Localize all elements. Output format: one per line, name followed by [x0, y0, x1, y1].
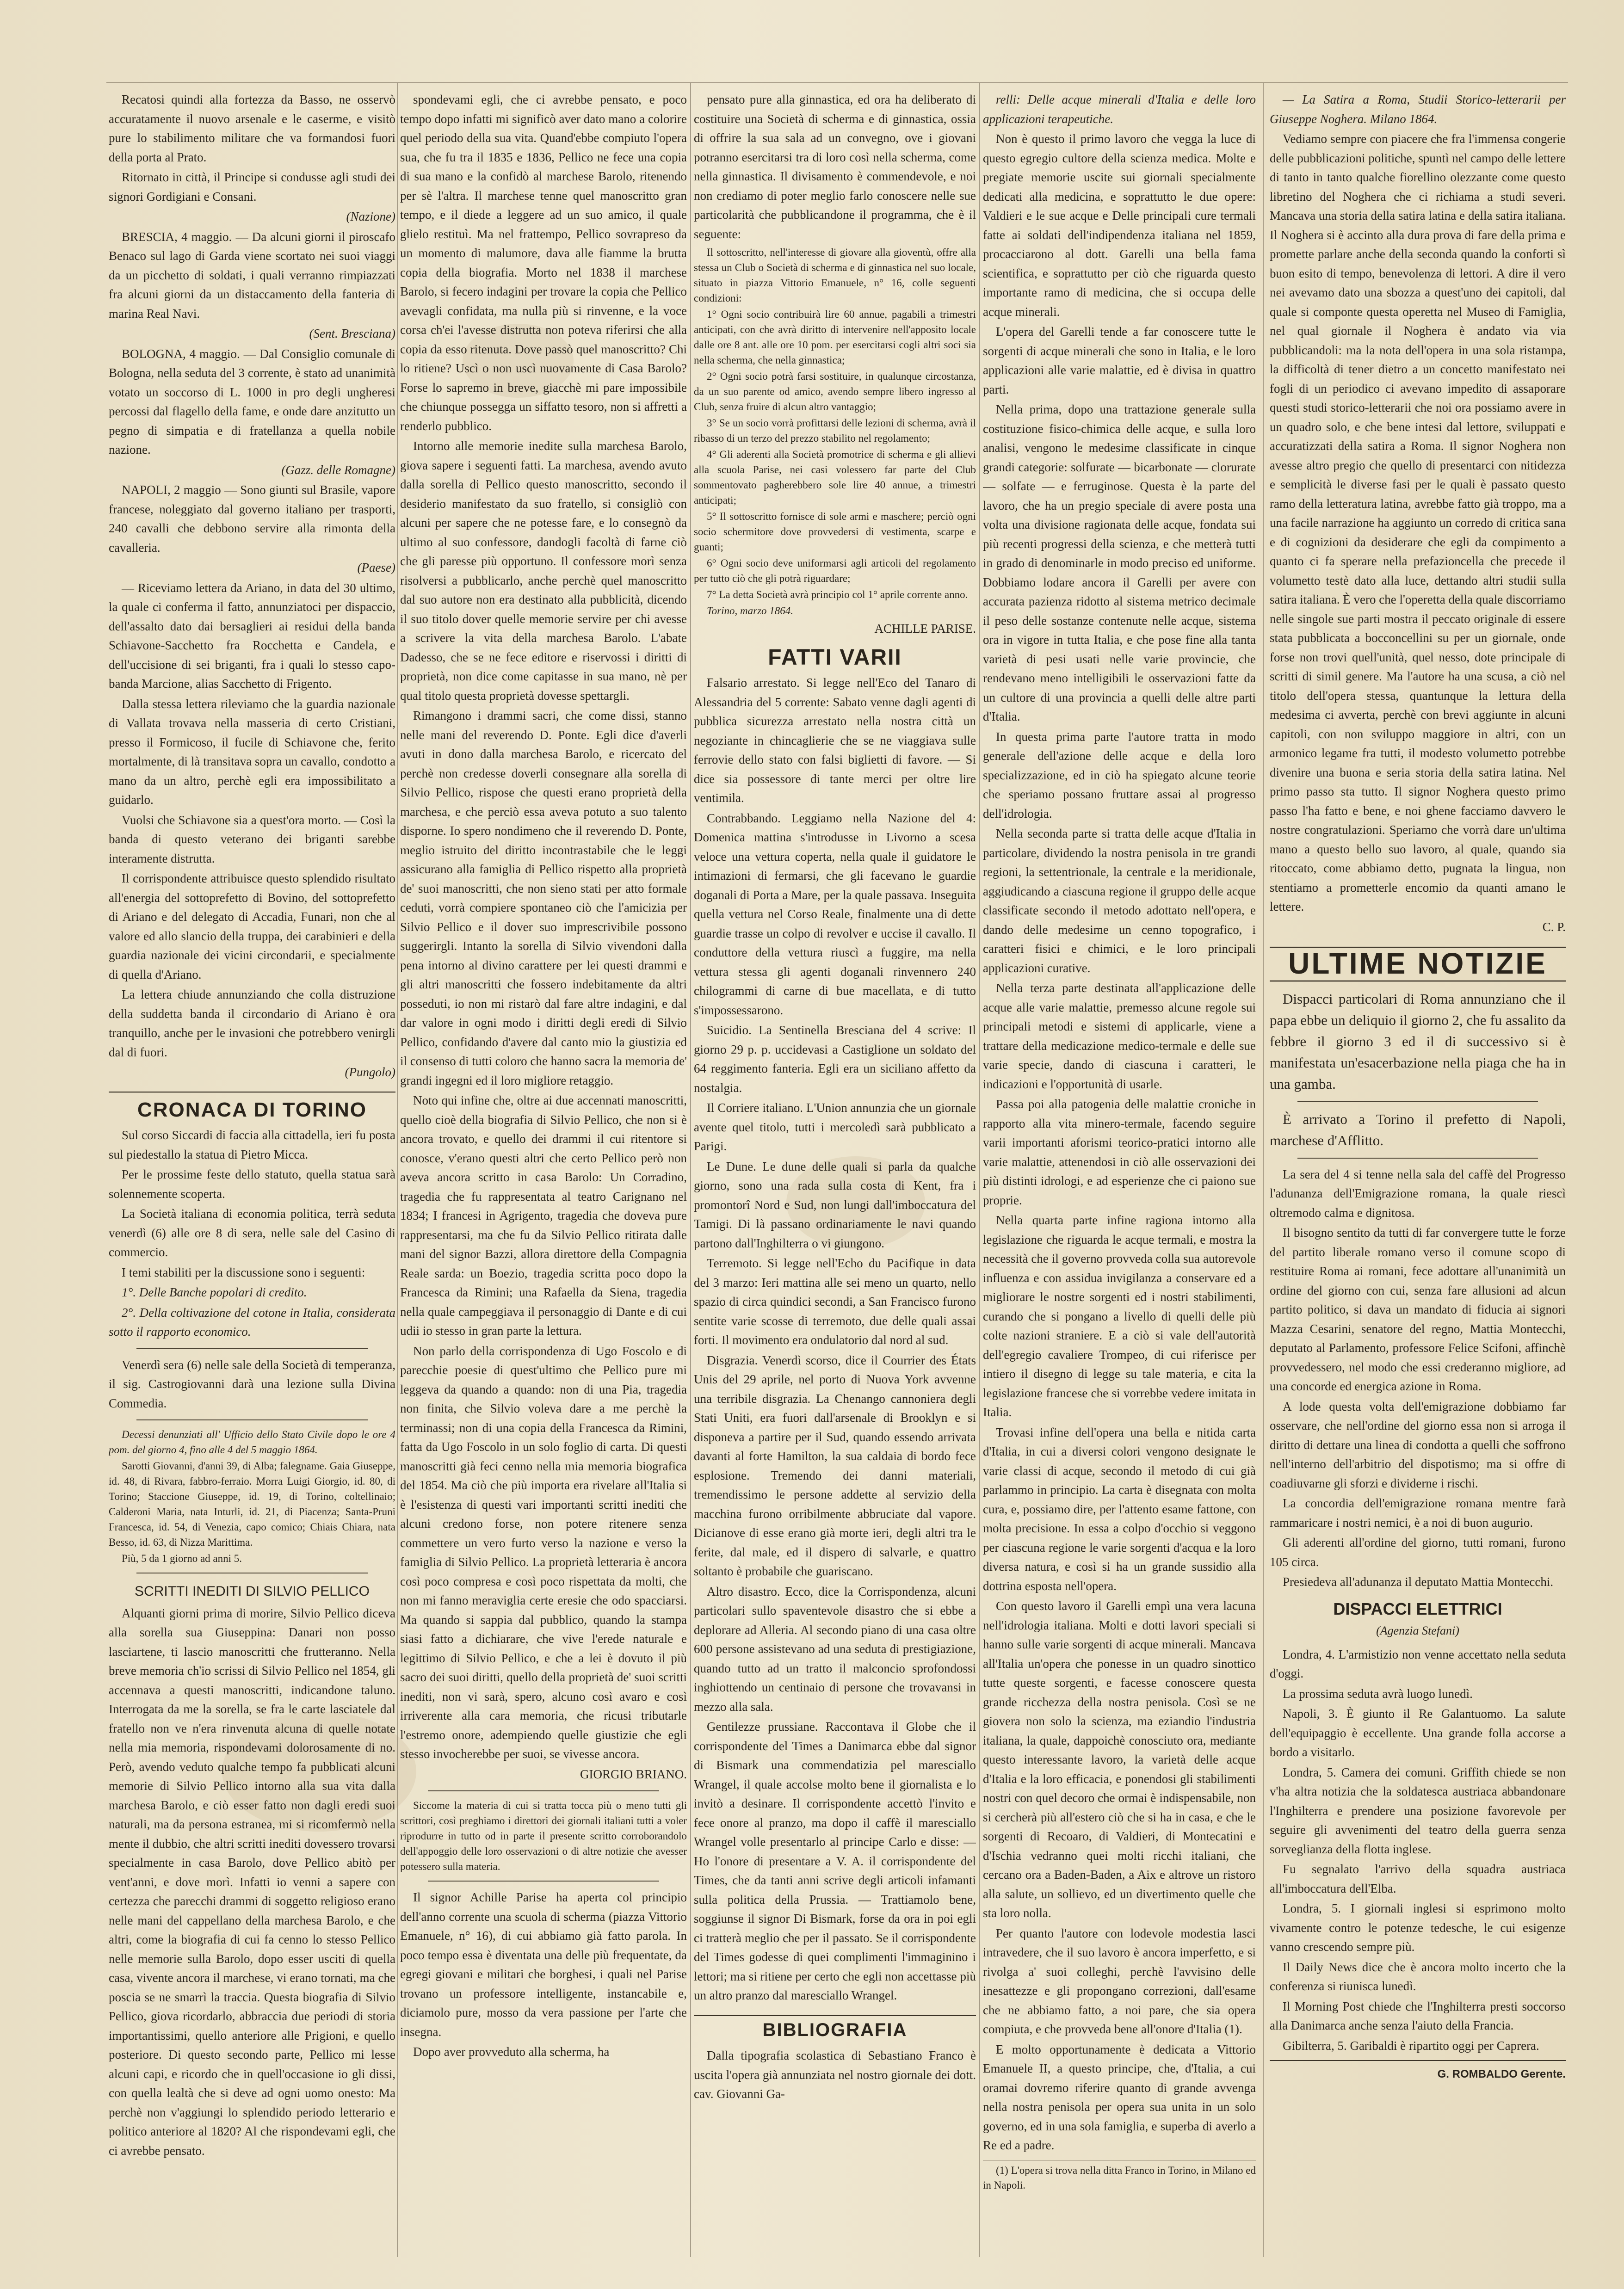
news-paragraph: È arrivato a Torino il prefetto di Napoli, marchese d'Afflitto.: [1270, 1111, 1566, 1148]
section-title-scritti: SCRITTI INEDITI DI SILVIO PELLICO: [135, 1584, 370, 1599]
scritti-paragraph: Alquanti giorni prima di morire, Silvio Pellico diceva alla sorella sua Giuseppina: Danari non posso lasciartene, ti lascio manoscritti che frutteranno. Nella breve memoria ch'io scrissi di Silvio Pellico nel 1854, gli accennava a questi manoscritti, indicandone taluno. Interrogata da me la sorella, se fra le carte lasciatele dal fratello non ve n'era rinvenuta alcuna di quelle notate nella mia memoria, rispondevami dolorosamente di no. Però, avendo veduto qualche tempo fa pubblicati alcuni memorie di Silvio Pellico intorno alla sua vita dalla marchesa Barolo, e ciò esser fatto non dagli eredi suoi naturali, ma da persona estranea, mi si ricomfermò nella mente il dubbio, che altri scritti inediti dovessero trovarsi specialmente in casa Barolo, dove Pellico abitò per vent'anni, e dove morì. Infatti io venni a sapere con certezza che parecchi drammi di soggetto religioso erano nelle mani del cappellano della marchesa Barolo, e che altri, come la biografia di cui fa cenno lo stesso Pellico nelle memorie sulla Barolo, dopo esser usciti di quella casa, vivente ancora il marchese, vi erano tornati, ma che poscia se ne smarrì la traccia. Questa biografia di Silvio Pellico, giova ricordarlo, abbraccia due periodi di storia importantissimi, quello anteriore alle Prigioni, e quello posteriore. Di questo secondo parte, Pellico mi lesse alcuni capi, e ricordo che in quell'occasione io gli dissi, con quella lealtà che si deve ad ogni uomo onesto: Ma perchè non v'aggiungi lo splendido periodo letterario e politico anteriore al 1820? Al che rispondevami egli, che ci avrebbe pensato.: [109, 1606, 395, 2158]
news-paragraph: A lode questa volta dell'emigrazione dobbiamo far osservare, che nell'ordine del giorno essa non si arroga il diritto di dettare una linea di condotta a quelli che soffrono nell'interno dell'arbitrio del dispotismo; ma si offre di coadiuvarne gli sforzi e dividerne i rischi.: [1270, 1399, 1566, 1490]
program-item: 6° Ogni socio deve uniformarsi agli articoli del regolamento per tutto ciò che gli potrà riguardare;: [694, 557, 976, 584]
fatti-item: Contrabbando. Leggiamo nella Nazione del 4: Domenica mattina s'introdusse in Livorno a scesa veloce una vettura coperta, nella quale il guidatore le intimazioni di fermarsi, che gli facevano le guardie doganali di Porta a Mare, per la quale passava. Inseguita quella vettura nel Corso Reale, finalmente una di dette guardie trasse un colpo di revolver e uccise il cavallo. Il conduttore della vettura riuscì a fuggire, ma nella vettura stessa gli agenti doganali rinvennero 240 chilogrammi di carne di bue macellata, e di tutto s'impossessarono.: [694, 811, 976, 1017]
editor-note: Siccome la materia di cui si tratta tocca più o meno tutti gli scrittori, così preghiamo i direttori dei giornali italiani tutti a voler riprodurre in tutto od in parte il presente scritto corroborandolo dell'appoggio delle loro osservazioni o di altre notizie che avesser potessero sulla materia.: [400, 1800, 687, 1872]
decessi-title: Decessi denunziati all' Ufficio dello Stato Civile dopo le ore 4 pom. del giorno 4, fino alle 4 del 5 maggio 1864.: [109, 1429, 395, 1456]
dispatch-item: Il Daily News dice che è ancora molto incerto che la conferenza si riunisca lunedì.: [1270, 1960, 1566, 1993]
dispatch-item: Il Morning Post chiede che l'Inghilterra presti soccorso alla Danimarca anche senza l'aiuto della Francia.: [1270, 1999, 1566, 2032]
cronaca-paragraph: Venerdì sera (6) nelle sale della Società di temperanza, il sig. Castrogiovanni darà una lezione sulla Divina Commedia.: [109, 1357, 395, 1410]
news-paragraph: La concordia dell'emigrazione romana mentre farà rammaricare i nostri nemici, è a noi di buon augurio.: [1270, 1496, 1566, 1530]
article-paragraph: Rimangono i drammi sacri, che come dissi, stanno nelle mani del reverendo D. Ponte. Egli dice d'averli avuti in dono dalla marchesa Barolo, e ricercato del perchè non credesse doverli consegnare alla sorella di Silvio Pellico, rispose che questi erano proprietà della marchesa, e che perciò essa aveva potuto a suo talento disporne. Io spero nondimeno che il reverendo D. Ponte, meglio istruito del diritto incontrastabile che le leggi assicurano alla famiglia di Pellico rispetto alla proprietà de' suoi manoscritti, che non sieno stati per atto formale ceduti, vorrà compiere spontaneo ciò che l'amicizia per Silvio Pellico e il dover suo imprescrivibile possono suggerirgli. Intanto la sorella di Silvio vivendoni dalla pena intorno al divino carattere per lei questi drammi e gli altri manoscritti che fossero indebitamente da altri posseduti, io non mi ristarò dal fare altre indagini, e dal dar valore in ogni modo i diritti degli eredi di Silvio Pellico, confidando d'avere dal canto mio la giustizia ed il consenso di tutti coloro che hanno sacra la memoria de' grandi ingegni ed il loro migliore retaggio.: [400, 709, 687, 1087]
source-attribution: (Nazione): [346, 210, 395, 223]
fatti-item: Altro disastro. Ecco, dice la Corrispondenza, alcuni particolari sullo spaventevole disastro che si ebbe a deplorare ad Alleria. Al secondo piano di una casa oltre 600 persone assistevano ad una seduta di prestigiazione, quando tutto ad un tratto il malconcio sprofondossi inghiottendo un centinaio di persone che trovavansi in mezzo alla sala.: [694, 1584, 976, 1714]
news-paragraph: BOLOGNA, 4 maggio. — Dal Consiglio comunale di Bologna, nella seduta del 3 corrente, è stato ad unanimità votato un soccorso di L. 1000 in pro degli ungheresi percossi dal flagello della fame, e onde dare anzitutto un pegno di simpatia e di fratellanza a quella nobile nazione.: [109, 346, 395, 457]
cronaca-paragraph: Sul corso Siccardi di faccia alla cittadella, ieri fu posta sul piedestallo la statua di Pietro Micca.: [109, 1128, 395, 1161]
author-signature: ACHILLE PARISE.: [874, 622, 976, 635]
article-paragraph: Nella prima, dopo una trattazione generale sulla costituzione fisico-chimica delle acque, e sulla loro analisi, vengono le medesime classificate in cinque grandi categorie: solfurate — bicarbonate — clorurate — solfate — e ferruginose. Questa è la parte del lavoro, che ha un pregio speciale di avere posta una volta una divisione ragionata delle acque, fondata sui più recenti progressi della scienza, e che metterà tutti in grado di denominarle in modo preciso ed uniforme. Dobbiamo lodare ancora il Garelli per avere con accurata pazienza ridotto al sistema metrico decimale il peso delle sostanze contenute nelle acque, sistema ora in vigore in tutta Italia, e che pose fine alla tanta varietà di pesi usati nelle varie provincie, che rendevano meno intelligibili le osservazioni fatte da un cultore di una provincia a quelli delle altre parti d'Italia.: [983, 402, 1256, 723]
separator: [1297, 1101, 1538, 1102]
article-paragraph: E molto opportunamente è dedicata a Vittorio Emanuele II, a questo principe, che, d'Italia, a cui oramai dovremo riferire quanto di grande avvenga nella nostra penisola per opera sua unita in un solo governo, ed in una sola famiglia, e superba di averlo a Re ed a padre.: [983, 2042, 1256, 2152]
gerente-signature: G. ROMBALDO Gerente.: [1270, 2060, 1566, 2084]
news-paragraph: La lettera chiude annunziando che colla distruzione della suddetta banda il circondario di Ariano è ora tranquillo, anche per le invasioni che potrebbero venirgli dal di fuori.: [109, 987, 395, 1059]
program-paragraph: Il sottoscritto, nell'interesse di giovare alla gioventù, offre alla stessa un Club o Società di scherma e di ginnastica nel suo locale, situato in piazza Vittorio Emanuele, n° 16, colle seguenti condizioni:: [694, 247, 976, 304]
fatti-item: Il Corriere italiano. L'Union annunzia che un giornale avente quel titolo, tutti i mercoledì sarà pubblicato a Parigi.: [694, 1101, 976, 1153]
dispatch-item: La prossima seduta avrà luogo lunedì.: [1283, 1686, 1473, 1701]
news-paragraph: Recatosi quindi alla fortezza da Basso, ne osservò accuratamente il nuovo arsenale e le caserme, e visitò pure lo stabilimento militare che va formandosi fuori della porta al Prato.: [109, 93, 395, 164]
column-rule: [979, 83, 980, 2257]
article-paragraph: Nella terza parte destinata all'applicazione delle acque alle varie malattie, premesso alcune regole sui principali metodi e sistemi di applicarle, viene a trattare della medicazione medico-termale e delle sue varie specie, dando di ciascuna i caratteri, le indicazioni e l'opportunità di usarle.: [983, 981, 1256, 1091]
article-paragraph: Noto qui infine che, oltre ai due accennati manoscritti, quello cioè della biografia di Silvio Pellico, che non si è ancora trovato, e quello dei drammi il cui ritentore si conosce, v'erano questi altri che certo Pellico però non aveva ancora scritto in casa Barolo: Un Corradino, tragedia che fu rappresentata al teatro Carignano nel 1834; I francesi in Agrigento, tragedia che doveva pure rappresentarsi, ma che fu da Silvio Pellico ritirata dalle mani del signor Bazzi, allora direttore della Compagnia Reale sarda: un Boezio, tragedia scritta poco dopo la Francesca da Rimini; una Rafaella da Siena, tragedia nella quale campeggiava il personaggio di Dante e di cui udii io stesso in gran parte la lettura.: [400, 1093, 687, 1338]
program-item: 3° Se un socio vorrà profittarsi delle lezioni di scherma, avrà il ribasso di un terzo del prezzo stabilito nel regolamento;: [694, 417, 976, 444]
article-paragraph: Nella quarta parte infine ragiona intorno alla legislazione che riguarda le acque termali, e mostra la necessità che il governo provveda colla sua autorevole influenza e con assidua invigilanza a conservare ed a migliorare le nostre sorgenti ed i nostri stabilimenti, curando che si pongano a livello di quelli delle più colte nazioni straniere. E a ciò si vale dell'autorità dell'egregio cavaliere Trompeo, di cui riferisce per intiero il disegno di legge su tale materia, e cita la legislazione francese che si vorrebbe vedere imitata in Italia.: [983, 1213, 1256, 1419]
source-attribution: (Paese): [357, 561, 395, 574]
article-paragraph: Trovasi infine dell'opera una bella e nitida carta d'Italia, in cui a diversi colori vengono designate le varie classi di acque, secondo il metodo di cui già parlammo in principio. La carta è disegnata con molta cura, e, possiamo dire, per l'attento esame fattone, con molta precisione. In essa a colpo d'occhio si veggono per ciascuna regione le varie sorgenti d'acqua e la loro diversa natura, e così si ha un grande sussidio alla dottrina esposta nell'opera.: [983, 1425, 1256, 1593]
review-paragraph: Vediamo sempre con piacere che fra l'immensa congerie delle pubblicazioni politiche, spuntì nel campo delle lettere di tanto in tanto qualche fiorellino olezzante come questo libretino del Noghera che ci richiama a studi severi. Mancava una storia della satira latina e della satira italiana. Il Noghera si è accinto alla dura prova di fare della prima e promette parlare anche della seconda quando la conforti sì buon esito di tempo, benevolenza di lettori. A dire il vero nei avevamo dato una sbozza a quest'uno dei capitoli, dal quale si componte questa operetta nel Museo di Famiglia, nel qual giornale il Noghera è andato via via pubblicandoli: ma la nota dell'opera in una sola ristampa, la difficoltà di tener dietro a un concetto manifestato nei fogli di un periodico ci avevano impedito di assaporare questi studi storico-letterarii che noi ora possiamo avere in un quadro solo, e che bene intesi dal lettore, sviluppati e accuratizzati della satira a Roma. Il signor Noghera non avesse altro pregio che quello di presentarci con nitidezza e semplicità le diverse fasi per le quali è passato questo ramo della letteratura latina, avrebbe fatto già troppo, ma a una facile narrazione ha aggiunto un corredo di critica sana e di cognizioni da desiderare che egli da compimento a quanto ci fa sperare nella prefazioncella che precede il volumetto testè dato alla luce, dettando altri studii sulla satira italiana. È vero che l'operetta della quale discorriamo nelle singole sue parti mostra il peccato originale di essere stata pubblicata a bocconcellini su per un giornale, onde forse non trovi quell'unità, quel nesso, dote principale di scritti di simil genere. Ma l'autore ha una scusa, a ciò nel titolo dell'opera stessa, quantunque la lettura della medesima ci avverta, perchè con brevi aggiunte in alcuni capitoli, con non sviluppo maggiore in altri, con un armonico legame fra tutti, il modesto volumetto potrebbe divenire una buona e seria storia della satira latina. Nel primo passo sta tutto. Il signor Noghera questo primo passo l'ha fatto e bene, e noi ghene facciamo davvero le nostre congratulazioni. Speriamo che vorrà dare un'ultima mano a questo bello suo lavoro, al quale, quando sia ritoccato, come abbiamo detto, pugnata la lingua, non stentiamo a prometterle encomio da quanti amano le lettere.: [1270, 132, 1566, 913]
article-paragraph: spondevami egli, che ci avrebbe pensato, e poco tempo dopo infatti mi significò aver dato mano a colorire quel periodo della sua vita. Quand'ebbe compiuto l'opera sua, che fu tra il 1835 e 1836, Pellico ne fece una copia di sua mano e la confidò al marchese Barolo, ritenendo per sè l'altra. Il marchese tenne quel manoscritto gran tempo, e il diede a leggere ad un suo amico, il quale glielo restituì. Ma nel frattempo, Pellico sovrapreso da un momento di malumore, dava alle fiamme la brutta copia della biografia. Morto nel 1838 il marchese Barolo, si fecero indagini per trovare la copia che Pellico avevagli confidata, ma nulla più si rinvenne, e la voce corsa ch'ei l'avesse distrutta non poteva riferirsi che alla copia da esso ritenuta. Dove passò quel manoscritto? Chi lo ritiene? Uscì o non uscì nuovamente di Casa Barolo? Forse lo sapremo in breve, giacchè mi pare impossibile che chiunque possegga un siffatto tesoro, non si affretti a renderlo pubblico.: [400, 93, 687, 433]
news-paragraph: NAPOLI, 2 maggio — Sono giunti sul Brasile, vapore francese, noleggiato dal governo italiano per trasporti, 240 cavalli che debbono servire alla rimonta della cavalleria.: [109, 483, 395, 555]
program-item: 2° Ogni socio potrà farsi sostituire, in qualunque circostanza, da un suo parente od amico, avendo sempre libero ingresso al Club, senza fruire di alcun altro vantaggio;: [694, 370, 976, 413]
dispatch-item: Napoli, 3. È giunto il Re Galantuomo. La salute dell'equipaggio è eccellente. Una grande folla accorse a bordo a visitarlo.: [1270, 1707, 1566, 1759]
news-paragraph: Presiedeva all'adunanza il deputato Mattia Montecchi.: [1283, 1575, 1554, 1589]
column-2: [400, 90, 687, 2255]
column-rule: [1263, 83, 1264, 2257]
separator: [428, 1881, 659, 1882]
news-paragraph: Il corrispondente attribuisce questo splendido risultato all'energia del sottoprefetto di Bovino, del sottoprefetto di Ariano e del delegato di Accadia, Funari, non che al valore ed allo slancio della truppa, dei carabinieri e della guardia nazionale dei vicini circondarii, e specialmente di quella d'Ariano.: [109, 871, 395, 981]
column-3: [694, 90, 976, 2255]
cronaca-item: 1°. Delle Banche popolari di credito.: [122, 1285, 307, 1299]
news-paragraph: BRESCIA, 4 maggio. — Da alcuni giorni il piroscafo Benaco sul lago di Garda viene scortato nei suoi viaggi da un picchetto di soldati, i quali verranno rimpiazzati fra alcuni giorni da un distaccamento della fanteria di marina Real Navi.: [109, 229, 395, 321]
top-rule: [106, 82, 1568, 83]
dispatch-item: Fu segnalato l'arrivo della squadra austriaca all'imboccatura dell'Elba.: [1270, 1862, 1566, 1895]
source-attribution: (Gazz. delle Romagne): [281, 463, 395, 477]
cronaca-paragraph: La Società italiana di economia politica, terrà seduta venerdì (6) alle ore 8 di sera, nelle sale del Casino di commercio.: [109, 1207, 395, 1259]
article-paragraph: Nella seconda parte si tratta delle acque d'Italia in particolare, dividendo la nostra penisola in tre grandi regioni, la settentrionale, la centrale e la meridionale, aggiudicando a ciascuna regione il gruppo delle acque classificate secondo il metodo adottato nell'opera, e dando delle medesime un cenno topografico, i caratteri fisici e chimici, e le loro principali applicazioni curative.: [983, 827, 1256, 975]
column-4: [983, 90, 1256, 2255]
article-paragraph: In questa prima parte l'autore tratta in modo generale dell'azione delle acque e della loro specializzazione, ed in ciò ha spiegato alcune teorie che speriamo possano fruttare assai al progresso dell'idrologia.: [983, 729, 1256, 821]
news-paragraph: Dispacci particolari di Roma annunziano che il papa ebbe un deliquio il giorno 2, che fu assalito da febbre il giorno 3 ed il di successivo si è manifestata un'esacerbazione nella piaga che ha in una gamba.: [1270, 990, 1566, 1092]
author-signature: C. P.: [1542, 919, 1566, 934]
article-paragraph: Per quanto l'autore con lodevole modestia lasci intravedere, che il suo lavoro è ancora imperfetto, e si rivolga a' suoi colleghi, perchè l'avvisino delle inesattezze e gli propongano correzioni, dall'esame che ne abbiamo fatto, a noi pare, che sia opera compiuta, e che provveda bene all'onore d'Italia (1).: [983, 1926, 1256, 2036]
program-item: 1° Ogni socio contribuirà lire 60 annue, pagabili a trimestri anticipati, con che avrà diritto di intervenire nell'apposito locale dalle ore 8 ant. alle ore 10 pom. per esercitarsi cogli altri soci sia nella scherma, che nella ginnastica;: [694, 308, 976, 366]
article-paragraph: Non è questo il primo lavoro che vegga la luce di questo egregio cultore della scienza medica. Molte e pregiate memorie uscite sui giornali specialmente dedicati alla medicina, e soprattutto le due opere: Valdieri e le sue acque e Delle principali cure termali fatte ai soldati dell'indipendenza italiana nel 1859, procacciarono al dott. Garelli una bella fama scientifica, e soprattutto per ciò che riguarda questo importante ramo di medicina, che si occupa delle acque minerali.: [983, 132, 1256, 319]
decessi-total: Più, 5 da 1 giorno ad anni 5.: [122, 1553, 242, 1564]
author-signature: GIORGIO BRIANO.: [580, 1767, 687, 1781]
article-paragraph: Non parlo della corrispondenza di Ugo Foscolo e di parecchie poesie di quest'ultimo che Pellico pure mi leggeva da quando a quando: non di una Pia, tragedia non finita, che Silvio voleva dare a me perchè la terminassi; non di una copia della Francesca da Rimini, fatta da Ugo Foscolo in un solo foglio di carta. Di questi manoscritti già feci cenno nella mia memoria biografica del 1854. Ma ciò che più importa era rivelare all'Italia si è l'esistenza di questi vari importanti scritti inediti che alcuni credono forse, non potere ritenere senza commettere un vero furto verso la nazione e verso la famiglia di Silvio Pellico. La proprietà letteraria è ancora così poco compresa e così poco rispettata da molti, che non mi fanno meraviglia certe eresie che odo spacciarsi. Ma quando si sappia dal pubblico, quando la stampa siasi fatto a dichiarare, che vive l'erede naturale e legittimo di Silvio Pellico, e che a lei è dovuto il più sacro dei suoi diritti, quello della proprietà de' suoi scritti inediti, non vi sarà, spero, alcuno così avaro e così irriverente alla cara memoria, che ricusi tributarle l'estremo onore, adempiendo quelle giustizie che egli stesso invocherebbe per suoi, se vivesse ancora.: [400, 1344, 687, 1761]
column-rule: [690, 83, 691, 2257]
program-item: 7° La detta Società avrà principio col 1° aprile corrente anno.: [707, 589, 968, 600]
fatti-item: Suicidio. La Sentinella Bresciana del 4 scrive: Il giorno 29 p. p. uccidevasi a Castiglione un soldato del 64 reggimento fanteria. Egli era un siciliano affetto da nostalgia.: [694, 1023, 976, 1095]
news-paragraph: — Riceviamo lettera da Ariano, in data del 30 ultimo, la quale ci conferma il fatto, annunziatoci per dispaccio, dell'assalto dato dai bersaglieri ai residui della banda Schiavone-Sacchetto fra Rocchetta e Candela, e dell'uccisione di sei briganti, fra i quali lo stesso capo-banda Marcione, alias Sacchetto di Frigento.: [109, 580, 395, 691]
decessi-list: Sarotti Giovanni, d'anni 39, di Alba; falegname. Gaia Giuseppe, id. 48, di Rivara, fabbro-ferraio. Morra Luigi Giorgio, id. 80, di Torino; Staccione Giuseppe, id. 19, di Torino, coltellinaio; Calderoni Maria, nata Inturli, id. 21, di Piacenza; Santa-Pruni Francesca, id. 54, di Venezia, capo comico; Chiais Chiara, nata Besso, id. 63, di Nizza Marittima.: [109, 1460, 395, 1548]
section-title-bibliografia: BIBLIOGRAFIA: [694, 2015, 976, 2040]
footnote: (1) L'opera si trova nella ditta Franco in Torino, in Milano ed in Napoli.: [983, 2160, 1256, 2193]
news-paragraph: Gli aderenti all'ordine del giorno, tutti romani, furono 105 circa.: [1270, 1536, 1566, 1569]
cronaca-item: 2°. Della coltivazione del cotone in Italia, considerata sotto il rapporto economico.: [109, 1305, 395, 1339]
separator: [136, 1419, 368, 1420]
dateline: Torino, marzo 1864.: [707, 605, 794, 617]
news-paragraph: Dalla stessa lettera rileviamo che la guardia nazionale di Vallata trovava nella masseria di certo Cristiani, presso il Formicoso, il fucile di Schiavone che, ferito mortalmente, di là transitava sopra un cavallo, condotto a mano da un altro, perchè egli era impossibilitato a guidarlo.: [109, 697, 395, 807]
separator: [428, 1790, 659, 1791]
fatti-item: Falsario arrestato. Si legge nell'Eco del Tanaro di Alessandria del 5 corrente: Sabato venne dagli agenti di pubblica sicurezza arrestato nella nostra città un negoziante in chincaglierie che se ne viaggiava sulle ferrovie dello stato con falsi biglietti di favore. — Si dice sia possessore di tante merci per oltre lire ventimila.: [694, 676, 976, 805]
source-attribution: (Pungolo): [345, 1065, 395, 1079]
news-paragraph: La sera del 4 si tenne nella sala del caffè del Progresso l'adunanza dell'Emigrazione romana, la quale riescì oltremodo calma e dignitosa.: [1270, 1167, 1566, 1220]
program-item: 5° Il sottoscritto fornisce di sole armi e maschere; perciò ogni socio schermitore dove provvedersi di vestimenta, scarpe e guanti;: [694, 511, 976, 553]
section-title-cronaca: CRONACA DI TORINO: [109, 1092, 395, 1120]
cronaca-paragraph: Per le prossime feste dello statuto, quella statua sarà solennemente scoperta.: [109, 1167, 395, 1201]
column-rule: [397, 83, 398, 2257]
dispatch-item: Gibilterra, 5. Garibaldi è ripartito oggi per Caprera.: [1283, 2038, 1539, 2053]
review-title: — La Satira a Roma, Studii Storico-letterarii per Giuseppe Noghera. Milano 1864.: [1270, 93, 1566, 126]
article-paragraph: Il signor Achille Parise ha aperta col principio dell'anno corrente una scuola di scherma (piazza Vittorio Emanuele, n° 16), di cui abbiamo già fatto parola. In poco tempo essa è diventata una delle più frequentate, da egregi giovani e militari che borghesi, i quali nel Parise trovano un professore intelligente, instancabile e, diciamolo pure, mosso da vera passione per l'arte che insegna.: [400, 1890, 687, 2039]
biblio-paragraph: Dalla tipografia scolastica di Sebastiano Franco è uscita l'opera già annunziata nel nostro giornale dei dott. cav. Giovanni Ga-: [694, 2048, 976, 2101]
dispatch-item: Londra, 4. L'armistizio non venne accettato nella seduta d'oggi.: [1270, 1647, 1566, 1680]
program-item: 4° Gli aderenti alla Società promotrice di scherma e gli allievi alla scuola Parise, nei casi volessero far parte del Club sommentovato pagherebbero sole lire 40 annue, a trimestri anticipati;: [694, 449, 976, 506]
article-paragraph: Passa poi alla patogenia delle malattie croniche in rapporto alla vita minero-termale, facendo seguire varii importanti aforismi teorico-pratici intorno alle varie malattie, attenendosi in ciò alle osservazioni dei più distinti idrologi, e ad esperienze che ci paiono sue proprie.: [983, 1097, 1256, 1207]
section-title-fatti: FATTI VARII: [768, 645, 902, 670]
article-paragraph: relli: Delle acque minerali d'Italia e delle loro applicazioni terapeutiche.: [983, 93, 1256, 126]
dispatch-item: Londra, 5. I giornali inglesi si esprimono molto vivamente contro le potenze tedesche, le cui esigenze vanno crescendo sempre più.: [1270, 1901, 1566, 1954]
fatti-item: Disgrazia. Venerdì scorso, dice il Courrier des États Unis del 29 aprile, nel porto di Nuova York avvenne una terribile disgrazia. La Chenango cannoniera degli Stati Uniti, era fuori dall'arsenale di Brooklyn e si disponeva a partire per il Sud, quando essendo arrivata davanti al forte Hamilton, la sua caldaia di bordo fece esplosione. Tremendo dei danni materiali, tremendissimo le persone addette al servizio della macchina furono orribilmente abbruciate dal vapore. Dicianove di esse erano già morte ieri, degli altri tra le ferite, dal male, ed il dispero di salvarle, e quattro soltanto è probabile che guariscano.: [694, 1353, 976, 1578]
column-1: [109, 90, 395, 2255]
separator: [136, 1348, 368, 1349]
news-paragraph: Il bisogno sentito da tutti di far convergere tutte le forze del partito liberale romano verso il comune scopo di restituire Roma ai romani, fece adottare all'unanimità un ordine del giorno con cui, senza fare allusioni ad alcun partito politico, si dava un mandato di fiducia ai signori Mazza Cesarini, senatore del regno, Mattia Montecchi, deputato al Parlamento, professore Felice Scifoni, affinchè provvedessero, nel modo che essi crederanno migliore, ad una concorde ed energica azione in Roma.: [1270, 1226, 1566, 1393]
fatti-item: Le Dune. Le dune delle quali si parla da qualche giorno, sono una rada sulla costa di Kent, fra i promontorî Nord e Sud, non lungi dall'imboccatura del Tamigi. Di là passano ordinariamente le navi quando partono dall'Inghilterra o vi giungono.: [694, 1159, 976, 1250]
section-subtitle: (Agenzia Stefani): [1376, 1624, 1459, 1637]
cronaca-paragraph: I temi stabiliti per la discussione sono i seguenti:: [122, 1265, 365, 1279]
article-paragraph: Intorno alle memorie inedite sulla marchesa Barolo, giova sapere i seguenti fatti. La marchesa, avendo avuto dalla sorella di Pellico questo manoscritto, secondo il desiderio manifestato da suo fratello, si consigliò con alcuni per sapere che ne potesse fare, e lo consegnò da ultimo al suo confessore, dandogli facoltà di farne ciò che gli paresse più opportuno. Il confessore morì senza risolversi a pubblicarlo, anche perchè quel manoscritto dal suo autore non era destinato alla pubblicità, dicendo il suo titolo dover quelle memorie servire per chi avesse a scrivere la vita della marchesa Barolo. L'abate Dadesso, che se ne fece editore e riservossi i diritti di proprietà, non dice come capitasse in sua mano, nè per qual titolo questa proprietà dovesse spettargli.: [400, 439, 687, 703]
section-title-ultime-notizie: ULTIME NOTIZIE: [1270, 946, 1566, 982]
source-attribution: (Sent. Bresciana): [309, 327, 395, 340]
column-5: [1270, 90, 1566, 2255]
section-title-dispacci: DISPACCI ELETTRICI: [1333, 1599, 1502, 1618]
fatti-item: Gentilezze prussiane. Raccontava il Globe che il corrispondente del Times a Danimarca ebbe dal signor di Bismark una commendatizia pel maresciallo Wrangel, il quale accolse molto bene il giornalista e lo invitò a desinare. Il corrispondente accettò l'invito e fece onore al pranzo, ma dopo il caffè il maresciallo Wrangel volle presentarlo al principe Carlo e disse: — Ho l'onore di presentare a V. A. il corrispondente del Times, che da tanti anni scrive degli articoli infamanti sulla politica della Prussia. — Trattiamolo bene, soggiunse il signor Di Bismark, forse da ora in poi egli ci tratterà meglio che per il passato. Se il corrispondente del Times godesse di quei complimenti l'immaginino i lettori; ma si ritiene per certo che egli non accettasse più un altro pranzo dal maresciallo Wrangel.: [694, 1720, 976, 2002]
article-paragraph: pensato pure alla ginnastica, ed ora ha deliberato di costituire una Società di scherma e di ginnastica, ossia di offrire la sua sala ad un convegno, ove i giovani potranno esercitarsi tra di loro così nella scherma, come nella ginnastica. Il divisamento è commendevole, e noi non crediamo di poter meglio farlo conoscere nelle sue particolarità che pubblicandone il programma, che è il seguente:: [694, 93, 976, 241]
news-paragraph: Ritornato in città, il Principe si condusse agli studi dei signori Gordigiani e Consani.: [109, 170, 395, 204]
news-paragraph: Vuolsi che Schiavone sia a quest'ora morto. — Così la banda di questo veterano dei briganti sarebbe interamente distrutta.: [109, 813, 395, 865]
dispatch-item: Londra, 5. Camera dei comuni. Griffith chiede se non v'ha altra notizia che la soldatesca austriaca abbandonare l'Inghilterra e prendere una posizione favorevole per seguire gli avvenimenti del teatro della guerra senza sorveglianza della flotta inglese.: [1270, 1765, 1566, 1856]
article-paragraph: Con questo lavoro il Garelli empì una vera lacuna nell'idrologia italiana. Molti e dotti lavori speciali si hanno sulle varie sorgenti di acque minerali. Mancava all'Italia un'opera che ponesse in un quadro sinottico tutte queste sorgenti, e facesse conoscere questa grande ricchezza della nostra penisola. Così se ne giovera non solo la scienza, ma eziandio l'industria italiana, la quale, dappoichè conosciuto ora, mediante questo interessante lavoro, la varietà delle acque d'Italia e la loro efficacia, e ponendosi gli stabilimenti nostri con quel decoro che ormai è indispensabile, non si cercherà più all'estero ciò che si ha in casa, e che le sorgenti di Recoaro, di Valdieri, di Montecatini e d'Ischia vedranno quei molti ricchi italiani, che cercano ora a Baden-Baden, a Aix e altrove un ristoro alla salute, un sollievo, ed un divertimento quelle che sta loro nolla.: [983, 1599, 1256, 1920]
separator: [1297, 1158, 1538, 1159]
article-paragraph: Dopo aver provveduto alla scherma, ha: [413, 2045, 610, 2059]
article-paragraph: L'opera del Garelli tende a far conoscere tutte le sorgenti di acque minerali che sono in Italia, e le loro applicazioni alle varie malattie, ed è divisa in quattro parti.: [983, 325, 1256, 396]
fatti-item: Terremoto. Si legge nell'Echo du Pacifique in data del 3 marzo: Ieri mattina alle sei meno un quarto, nello spazio di circa quindici secondi, a San Francisco furono sentite varie scosse di terremoto, due delle quali assai forti. Il movimento era ondulatorio dal nord al sud.: [694, 1256, 976, 1347]
